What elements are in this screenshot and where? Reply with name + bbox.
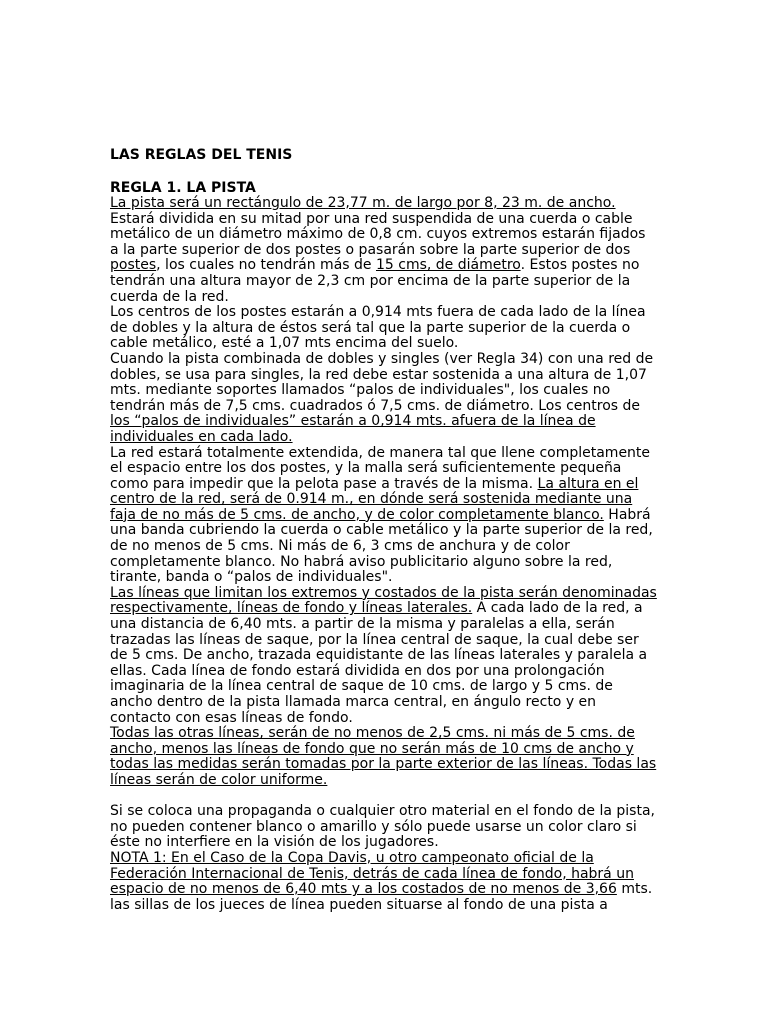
text-run: Cuando la pista combinada de dobles y singles (ver Regla 34) con una red de dobles, se usa para singles, la red debe estar sostenida a una altura de 1,07 mts. mediante soportes llamados “palos de individuales", los cuales no tendrán más de 7,5 cms. cuadrados ó 7,5 cms. de diámetro. Los centros de [110,350,654,414]
paragraph-note-1 [110,851,658,913]
text-run: Estará dividida en su mitad por una red suspendida de una cuerda o cable metálico de un diámetro máximo de 0,8 cm. cuyos extremos estarán fijados a la parte superior de dos postes o pasarán sobre la parte superior de dos [110,210,646,258]
paragraph-court-dimensions [110,196,658,305]
document-title: LAS REGLAS DEL TENIS [110,147,293,163]
paragraph-line-widths: Todas las otras líneas, serán de no menos de 2,5 cms. ni más de 5 cms. de ancho, menos las líneas de fondo que no serán más de 10 cms de ancho y todas las medidas serán tomadas por la parte exterior de las líneas. Todas las líneas serán de color uniforme. [110,725,657,788]
rule-heading: REGLA 1. LA PISTA [110,180,256,196]
text-run: mts. las sillas de los jueces de línea pueden situarse al fondo de una pista a [110,881,653,913]
text-run: , los cuales no tendrán más de [156,257,376,274]
underlined-text: NOTA 1: En el Caso de la Copa Davis, u otro campeonato oficial de la Federación Internacional de Tenis, detrás de cada línea de fondo, habrá un espacio de no menos de 6,40 mts y a los costados de no menos de 3,66 [110,849,634,898]
paragraph-singles-sticks [110,352,658,446]
underlined-text: Las líneas que limitan los extremos y costados de la pista serán denominadas respectivamente, líneas de fondo y líneas laterales. [110,584,657,617]
underlined-text: 15 cms, de diámetro [375,257,521,274]
paragraph-post-centers: Los centros de los postes estarán a 0,914 mts fuera de cada lado de la línea de dobles y la altura de éstos será tal que la parte superior de la cuerda o cable metálico, esté a 1,07 mts encima del suelo. [110,304,646,352]
paragraph-advertising: Si se coloca una propaganda o cualquier otro material en el fondo de la pista, no pueden contener blanco o amarillo y sólo puede usarse un color claro si éste no interfiere en la visión de los jugadores. [110,803,655,851]
underlined-text: los “palos de individuales” estarán a 0,914 mts. afuera de la línea de individuales en cada lado. [110,413,596,445]
paragraph-lines [110,586,658,726]
underlined-text: postes [110,257,157,274]
text-run: La red estará totalmente extendida, de manera tal que llene completamente el espacio entre los dos postes, y la malla será suficientemente pequeña como para impedir que la pelota pase a través de la misma. [110,444,651,492]
text-run: A cada lado de la red, a una distancia de 6,40 mts. a partir de la misma y paralelas a ella, serán trazadas las líneas de saque, por la línea central de saque, la cual debe ser de 5 cms. De ancho, trazada equidistante de las líneas laterales y paralela a ellas. Cada línea de fondo estará dividida en dos por una prolongación imaginaria de la línea central de saque de 10 cms. de largo y 5 cms. de ancho dentro de la pista llamada marca central, en ángulo recto y en contacto con esas líneas de fondo. [110,600,648,726]
text-run: . Estos postes no tendrán una altura mayor de 2,3 cm por encima de la parte superior de la cuerda de la red. [110,257,640,305]
document-page [110,146,658,913]
underlined-text: La altura en el centro de la red, será de 0.914 m., en dónde será sostenida mediante una faja de no más de 5 cms. de ancho, y de color completamente blanco. [110,475,639,523]
text-run: Habrá una banda cubriendo la cuerda o cable metálico y la parte superior de la red, de no menos de 5 cms. Ni más de 6, 3 cms de anchura y de color completamente blanco. No habrá aviso publicitario alguno sobre la red, tirante, banda o “palos de individuales". [110,506,653,586]
paragraph-net [110,446,658,586]
paragraph-spacer [110,789,658,805]
underlined-text: La pista será un rectángulo de 23,77 m. de largo por 8, 23 m. de ancho. [110,195,616,211]
